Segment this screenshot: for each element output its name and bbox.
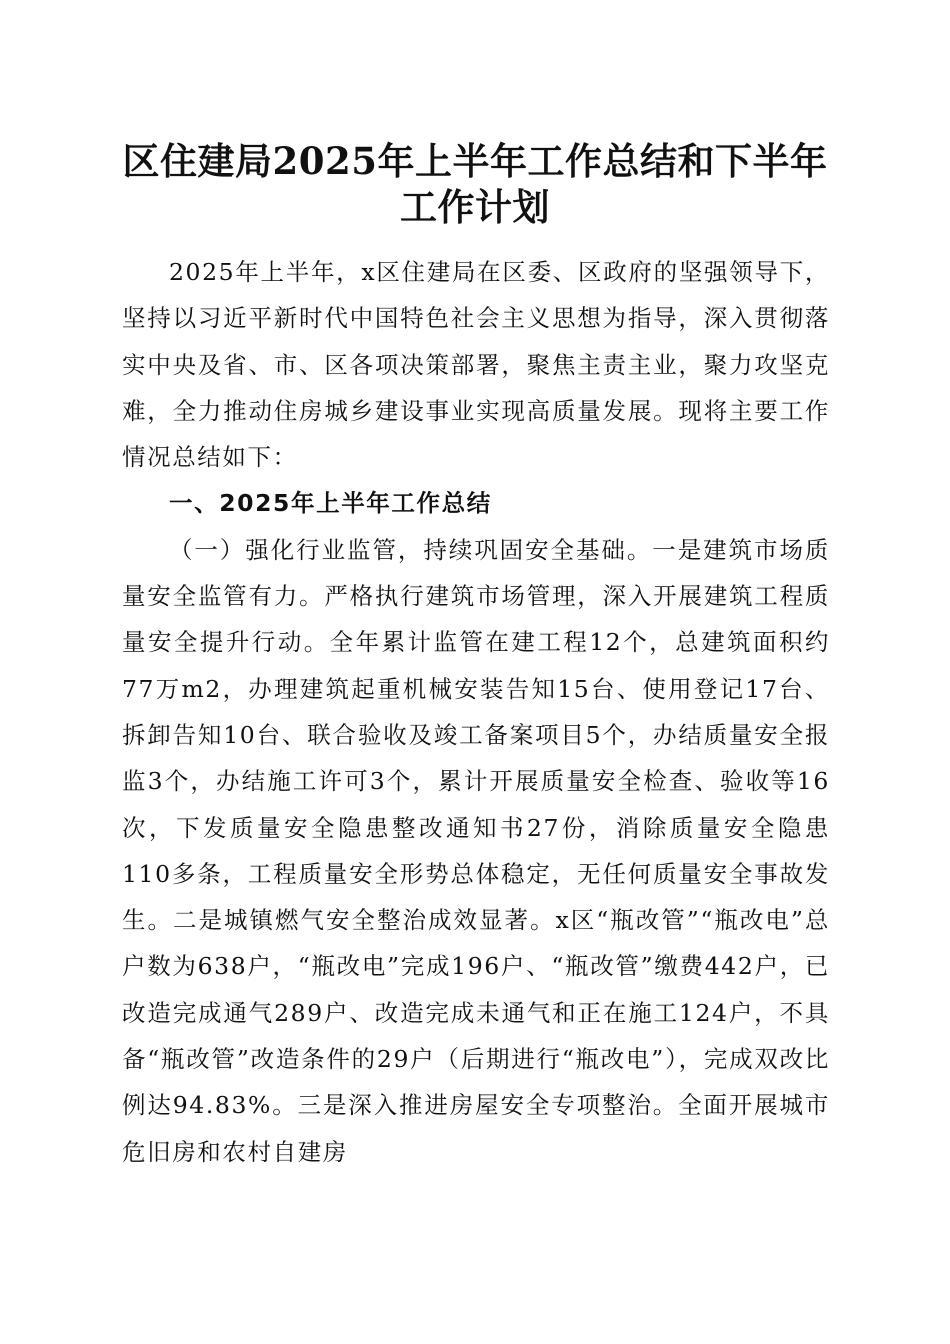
subsection-paragraph xyxy=(122,527,830,1175)
section-heading: 一、2025年上半年工作总结 xyxy=(169,489,492,518)
document-body xyxy=(122,249,830,1175)
subsection-heading: （一）强化行业监管，持续巩固安全基础。 xyxy=(169,535,653,564)
document-title: 区住建局2025年上半年工作总结和下半年工作计划 xyxy=(122,139,828,229)
subsection-text: 一是建筑市场质量安全监管有力。严格执行建筑市场管理，深入开展建筑工程质量安全提升行动。全年累计监管在建工程12个，总建筑面积约77万m2，办理建筑起重机械安装告知15台、使用登记17台、拆卸告知10台、联合验收及竣工备案项目5个，办结质量安全报监3个，办结施工许可3个，累计开展质量安全检查、验收等16次，下发质量安全隐患整改通知书27份，消除质量安全隐患110多条，工程质量安全形势总体稳定，无任何质量安全事故发生。二是城镇燃气安全整治成效显著。x区“瓶改管”“瓶改电”总户数为638户，“瓶改电”完成196户、“瓶改管”缴费442户，已改造完成通气289户、改造完成未通气和正在施工124户，不具备“瓶改管”改造条件的29户（后期进行“瓶改电”），完成双改比例达94.83%。三是深入推进房屋安全专项整治。全面开展城市危旧房和农村自建房 xyxy=(122,535,830,1166)
intro-paragraph: 2025年上半年，x区住建局在区委、区政府的坚强领导下，坚持以习近平新时代中国特色社会主义思想为指导，深入贯彻落实中央及省、市、区各项决策部署，聚焦主责主业，聚力攻坚克难，全力推动住房城乡建设事业实现高质量发展。现将主要工作情况总结如下： xyxy=(122,258,830,472)
